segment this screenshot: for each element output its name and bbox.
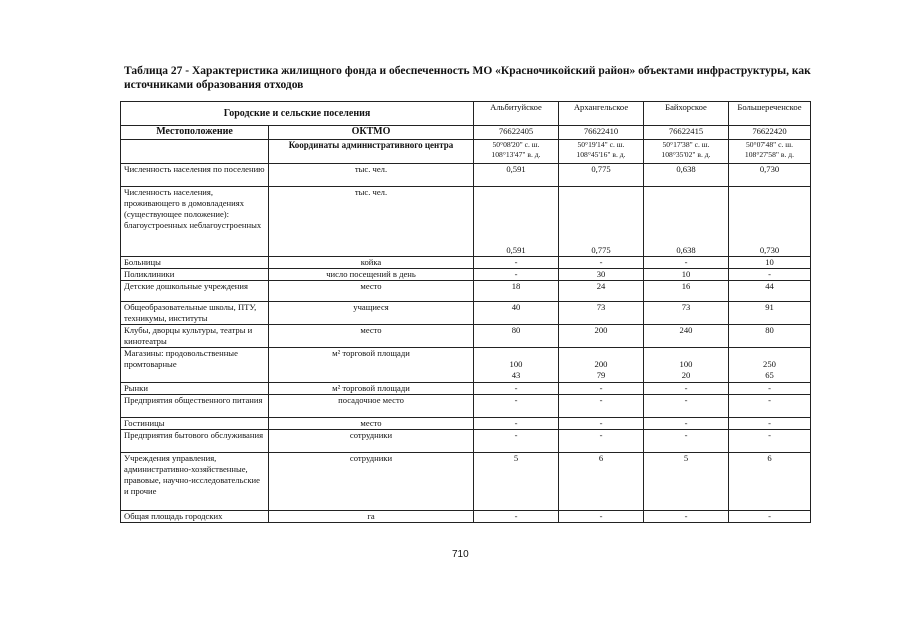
- value-cell: -: [474, 257, 559, 269]
- value-cell: 200: [559, 325, 644, 348]
- longitude: 108°45'16" в. д.: [576, 150, 626, 159]
- value-cell: -: [559, 395, 644, 418]
- table-row: [121, 395, 811, 418]
- longitude: 108°13'47" в. д.: [491, 150, 541, 159]
- coords-cell: [644, 140, 729, 164]
- table-row: [121, 269, 811, 281]
- row-label: Поликлиники: [121, 269, 269, 281]
- row-label: Общеобразовательные школы, ПТУ, техникумы, институты: [121, 302, 269, 325]
- location-header: Местоположение: [121, 126, 269, 140]
- row-unit: сотрудники: [269, 430, 474, 453]
- row-unit: место: [269, 281, 474, 302]
- value-cell: 0,591: [474, 187, 559, 257]
- value-cell: 40: [474, 302, 559, 325]
- row-label: Магазины: продовольственные промтоварные: [121, 348, 269, 383]
- table-row: [121, 164, 811, 187]
- row-unit: посадочное место: [269, 395, 474, 418]
- row-label: Предприятия бытового обслуживания: [121, 430, 269, 453]
- row-unit: м² торговой площади: [269, 348, 474, 383]
- value-cell: 0,638: [644, 187, 729, 257]
- value-cell: 80: [729, 325, 811, 348]
- row-label: Гостиницы: [121, 418, 269, 430]
- value-cell: 44: [729, 281, 811, 302]
- value-cell: -: [644, 418, 729, 430]
- value-cell: 0,775: [559, 187, 644, 257]
- value-cell: -: [559, 430, 644, 453]
- row-label: Общая площадь городских: [121, 511, 269, 523]
- value-cell: -: [474, 511, 559, 523]
- page-number: 710: [452, 549, 469, 560]
- value-cell: 0,591: [474, 164, 559, 187]
- value-cell: 200 79: [559, 348, 644, 383]
- table-row: [121, 325, 811, 348]
- value-cell: 16: [644, 281, 729, 302]
- longitude: 108°35'02" в. д.: [661, 150, 711, 159]
- table-row: [121, 257, 811, 269]
- settlement-name: Альбитуйское: [474, 102, 559, 126]
- value-cell: 6: [559, 453, 644, 511]
- oktmo-header: ОКТМО: [269, 126, 474, 140]
- value-cell: -: [559, 511, 644, 523]
- oktmo-code: 76622415: [644, 126, 729, 140]
- row-unit: тыс. чел.: [269, 187, 474, 257]
- header-row-oktmo: [121, 126, 811, 140]
- row-label: Предприятия общественного питания: [121, 395, 269, 418]
- latitude: 50°17'38" с. ш.: [662, 140, 710, 149]
- value-cell: -: [474, 395, 559, 418]
- value-cell: 250 65: [729, 348, 811, 383]
- value-cell: -: [474, 418, 559, 430]
- coords-cell: [474, 140, 559, 164]
- value-cell: 24: [559, 281, 644, 302]
- settlements-group-header: Городские и сельские поселения: [121, 102, 474, 126]
- settlement-name: Архангельское: [559, 102, 644, 126]
- settlement-name: Байхорское: [644, 102, 729, 126]
- value-cell: 73: [559, 302, 644, 325]
- value-cell: -: [729, 269, 811, 281]
- value-cell: 0,730: [729, 164, 811, 187]
- settlement-name: Большереченское: [729, 102, 811, 126]
- infrastructure-table: [120, 101, 811, 523]
- value-cell: 6: [729, 453, 811, 511]
- table-row: [121, 453, 811, 511]
- oktmo-code: 76622405: [474, 126, 559, 140]
- value-cell: 240: [644, 325, 729, 348]
- value-cell: -: [729, 383, 811, 395]
- value-cell: 73: [644, 302, 729, 325]
- row-unit: число посещений в день: [269, 269, 474, 281]
- table-row: [121, 430, 811, 453]
- value-cell: -: [729, 395, 811, 418]
- value-cell: -: [474, 269, 559, 281]
- latitude: 50°08'20" с. ш.: [492, 140, 540, 149]
- value-cell: 5: [474, 453, 559, 511]
- row-unit: га: [269, 511, 474, 523]
- table-row: [121, 511, 811, 523]
- row-unit: место: [269, 325, 474, 348]
- value-cell: -: [644, 383, 729, 395]
- latitude: 50°19'14" с. ш.: [577, 140, 625, 149]
- value-cell: 10: [729, 257, 811, 269]
- row-label: Учреждения управления, административно-хозяйственные, правовые, научно-исследовательские и прочие: [121, 453, 269, 511]
- value-cell: -: [729, 418, 811, 430]
- header-row-coords: [121, 140, 811, 164]
- value-cell: 5: [644, 453, 729, 511]
- value-cell: -: [644, 430, 729, 453]
- value-cell: -: [644, 395, 729, 418]
- row-label: Численность населения, проживающего в домовладениях (существующее положение): благоустроенных неблагоустроенных: [121, 187, 269, 257]
- value-cell: -: [474, 430, 559, 453]
- row-unit: сотрудники: [269, 453, 474, 511]
- coords-cell: [729, 140, 811, 164]
- row-label: Численность населения по поселению: [121, 164, 269, 187]
- oktmo-code: 76622410: [559, 126, 644, 140]
- row-unit: койка: [269, 257, 474, 269]
- row-label: Детские дошкольные учреждения: [121, 281, 269, 302]
- coords-header: Координаты административного центра: [269, 140, 474, 164]
- row-label: Рынки: [121, 383, 269, 395]
- value-cell: -: [559, 257, 644, 269]
- header-row-settlements: [121, 102, 811, 126]
- row-unit: место: [269, 418, 474, 430]
- latitude: 50°07'48" с. ш.: [745, 140, 794, 149]
- table-title: Таблица 27 - Характеристика жилищного фонда и обеспеченность МО «Красночикойский район» объектами инфраструктуры, как источниками образования отходов: [124, 65, 811, 91]
- value-cell: -: [644, 511, 729, 523]
- table-row: [121, 348, 811, 383]
- value-cell: 0,730: [729, 187, 811, 257]
- value-cell: 91: [729, 302, 811, 325]
- table-row: [121, 418, 811, 430]
- row-unit: учащиеся: [269, 302, 474, 325]
- coords-cell: [559, 140, 644, 164]
- oktmo-code: 76622420: [729, 126, 811, 140]
- value-cell: -: [559, 418, 644, 430]
- table-row: [121, 302, 811, 325]
- value-cell: 10: [644, 269, 729, 281]
- row-label: Больницы: [121, 257, 269, 269]
- value-cell: -: [729, 430, 811, 453]
- value-cell: 100 20: [644, 348, 729, 383]
- value-cell: 0,638: [644, 164, 729, 187]
- row-unit: м² торговой площади: [269, 383, 474, 395]
- row-unit: тыс. чел.: [269, 164, 474, 187]
- value-cell: 0,775: [559, 164, 644, 187]
- value-cell: -: [474, 383, 559, 395]
- row-label: Клубы, дворцы культуры, театры и кинотеатры: [121, 325, 269, 348]
- table-row: [121, 383, 811, 395]
- value-cell: 18: [474, 281, 559, 302]
- table-row: [121, 281, 811, 302]
- table-body: [121, 164, 811, 523]
- value-cell: -: [559, 383, 644, 395]
- longitude: 108°27'58" в. д.: [744, 150, 795, 159]
- value-cell: 100 43: [474, 348, 559, 383]
- value-cell: -: [729, 511, 811, 523]
- value-cell: 80: [474, 325, 559, 348]
- table-row: [121, 187, 811, 257]
- value-cell: 30: [559, 269, 644, 281]
- empty-cell: [121, 140, 269, 164]
- value-cell: -: [644, 257, 729, 269]
